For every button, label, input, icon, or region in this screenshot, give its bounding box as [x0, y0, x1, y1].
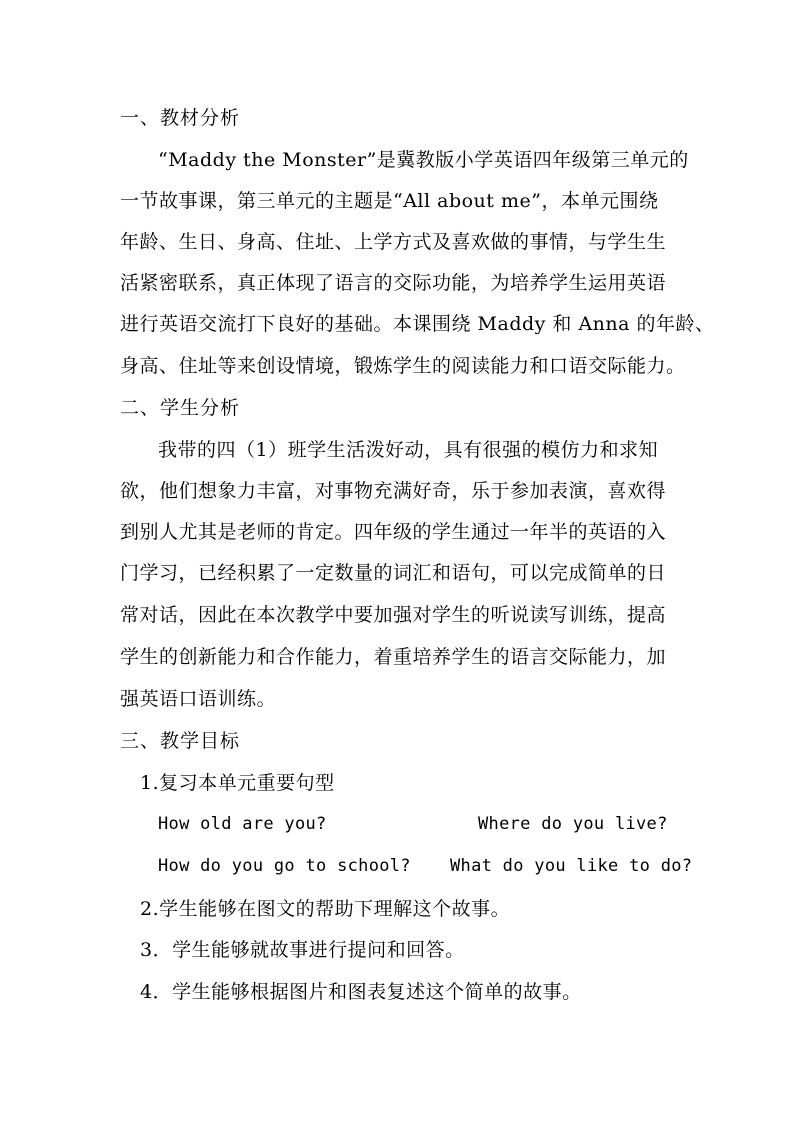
paragraph-line: 强英语口语训练。: [120, 688, 277, 710]
paragraph-line: 欲，他们想象力丰富，对事物充满好奇，乐于参加表演，喜欢得: [120, 480, 667, 502]
objective-item-3: 3．学生能够就故事进行提问和回答。: [140, 939, 465, 961]
objective-item-2: 2.学生能够在图文的帮助下理解这个故事。: [140, 898, 511, 920]
paragraph-line: “Maddy the Monster”是冀教版小学英语四年级第三单元的: [158, 149, 689, 171]
sentence-pattern: What do you like to do?: [450, 856, 693, 876]
objective-item-1: 1.复习本单元重要句型: [140, 772, 335, 794]
paragraph-line: 到别人尤其是老师的肯定。四年级的学生通过一年半的英语的入: [120, 521, 667, 543]
paragraph-line: 门学习，已经积累了一定数量的词汇和语句，可以完成简单的日: [120, 562, 667, 584]
section-heading-student-analysis: 二、学生分析: [120, 397, 241, 419]
paragraph-line: 学生的创新能力和合作能力，着重培养学生的语言交际能力，加: [120, 646, 667, 668]
paragraph-line: 常对话，因此在本次教学中要加强对学生的听说读写训练，提高: [120, 604, 667, 626]
paragraph-line: 进行英语交流打下良好的基础。本课围绕 Maddy 和 Anna 的年龄、: [120, 313, 715, 335]
section-heading-textbook-analysis: 一、教材分析: [120, 107, 241, 129]
paragraph-line: 身高、住址等来创设情境，锻炼学生的阅读能力和口语交际能力。: [120, 355, 686, 377]
paragraph-line: 我带的四（1）班学生活泼好动，具有很强的模仿力和求知: [158, 439, 659, 461]
paragraph-line: 年龄、生日、身高、住址、上学方式及喜欢做的事情，与学生生: [120, 231, 667, 253]
sentence-pattern: How old are you?: [158, 814, 327, 834]
paragraph-line: 一节故事课，第三单元的主题是“All about me”，本单元围绕: [120, 190, 659, 212]
sentence-pattern: Where do you live?: [478, 814, 668, 834]
sentence-pattern: How do you go to school?: [158, 856, 411, 876]
paragraph-line: 活紧密联系，真正体现了语言的交际功能，为培养学生运用英语: [120, 272, 667, 294]
section-heading-teaching-objectives: 三、教学目标: [120, 730, 241, 752]
objective-item-4: 4．学生能够根据图片和图表复述这个简单的故事。: [140, 981, 582, 1003]
